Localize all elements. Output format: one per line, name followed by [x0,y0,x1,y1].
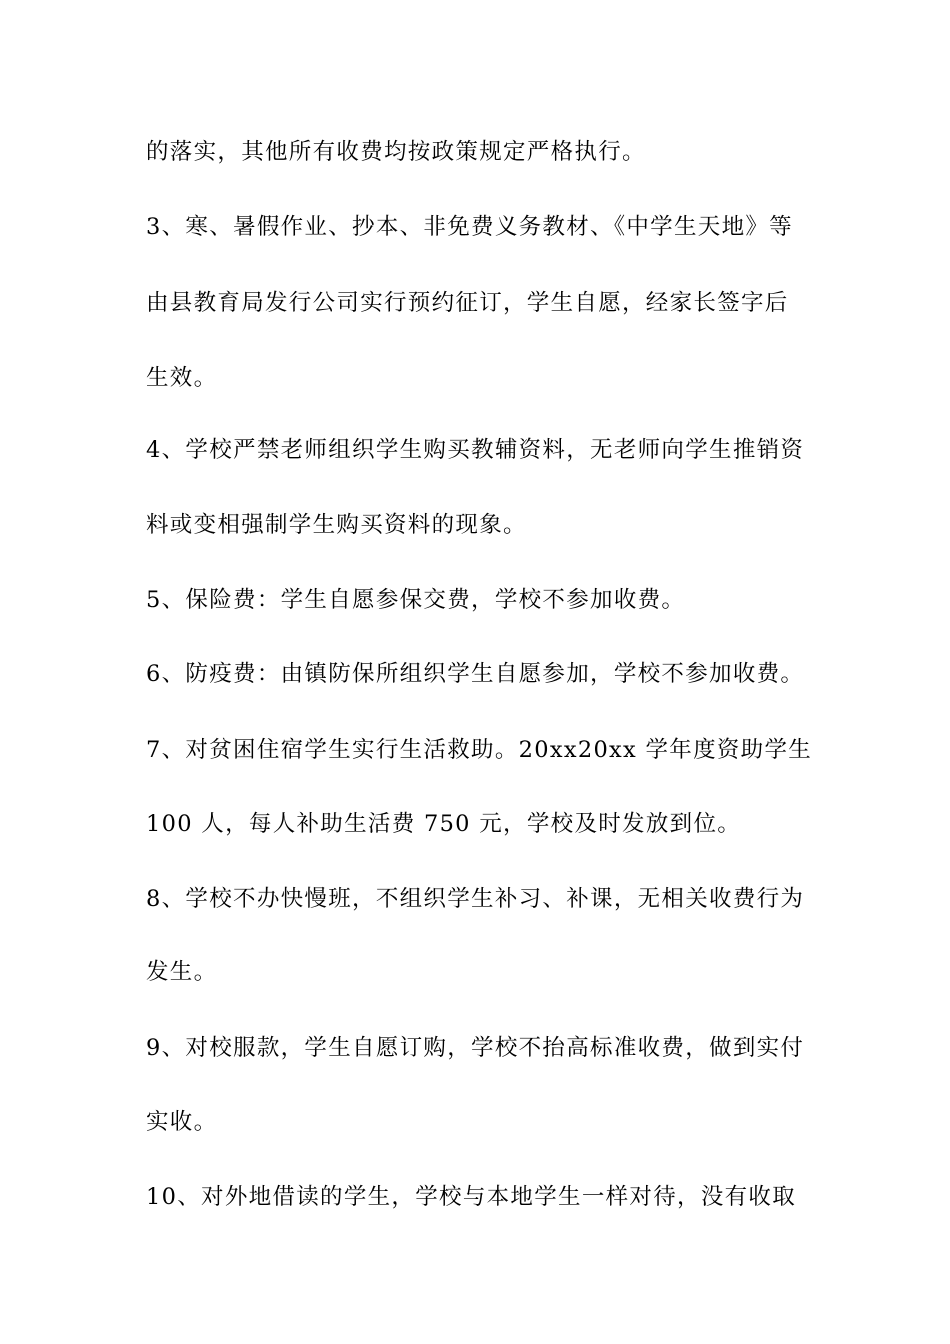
text-line: 生效。 [146,365,218,391]
text-line: 料或变相强制学生购买资料的现象。 [146,512,527,538]
text-line: 9、对校服款，学生自愿订购，学校不抬高标准收费，做到实付 [146,1035,805,1061]
text-line: 100 人，每人补助生活费 750 元，学校及时发放到位。 [146,811,742,837]
text-line: 7、对贫困住宿学生实行生活救助。20xx20xx 学年度资助学生 [146,737,813,763]
text-line: 3、寒、暑假作业、抄本、非免费义务教材、《中学生天地》等 [146,214,793,240]
text-line: 10、对外地借读的学生，学校与本地学生一样对待，没有收取 [146,1184,797,1210]
text-line: 5、保险费：学生自愿参保交费，学校不参加收费。 [146,587,686,613]
text-line: 8、学校不办快慢班，不组织学生补习、补课，无相关收费行为 [146,886,805,912]
text-line: 发生。 [146,959,218,985]
text-line: 4、学校严禁老师组织学生购买教辅资料，无老师向学生推销资 [146,437,805,463]
text-line: 的落实，其他所有收费均按政策规定严格执行。 [146,139,646,165]
text-line: 由县教育局发行公司实行预约征订，学生自愿，经家长签字后 [146,290,789,316]
text-line: 实收。 [146,1109,218,1135]
text-line: 6、防疫费：由镇防保所组织学生自愿参加，学校不参加收费。 [146,661,805,687]
